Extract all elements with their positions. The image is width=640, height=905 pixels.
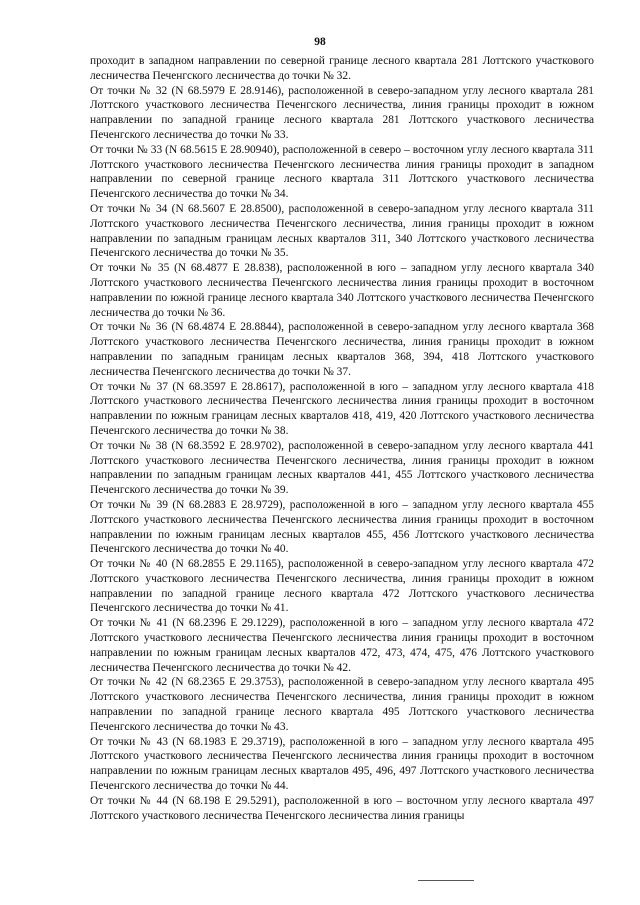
paragraph: От точки № 42 (N 68.2365 E 29.3753), расположенной в северо-западном углу лесного квартала 495 Лоттского участкового лесничества Печенгского лесничества, линия границы проходит в южном направлении по западной границе лесного квартала 495 Лоттского участкового лесничества Печенгского лесничества до точки № 43. [90,676,594,733]
paragraph: От точки № 44 (N 68.198 E 29.5291), расположенной в юго – восточном углу лесного квартала 497 Лоттского участкового лесничества Печенгского лесничества линия границы [90,794,594,822]
paragraph: От точки № 36 (N 68.4874 E 28.8844), расположенной в северо-западном углу лесного квартала 368 Лоттского участкового лесничества Печенгского лесничества, линия границы проходит в южном направлении по западным границам лесных кварталов 368, 394, 418 Лоттского участкового лесничества Печенгского лесничества до точки № 37. [90,321,594,378]
footer-divider [418,880,474,881]
document-body [90,54,594,823]
paragraph: От точки № 40 (N 68.2855 E 29.1165), расположенной в северо-западном углу лесного квартала 472 Лоттского участкового лесничества Печенгского лесничества, линия границы проходит в южном направлении по западной границе лесного квартала 472 Лоттского участкового лесничества Печенгского лесничества до точки № 41. [90,558,594,615]
paragraph: От точки № 32 (N 68.5979 E 28.9146), расположенной в северо-западном углу лесного квартала 281 Лоттского участкового лесничества Печенгского лесничества, линия границы проходит в южном направлении по западной границе лесного квартала 281 Лоттского участкового лесничества Печенгского лесничества до точки № 33. [90,84,594,141]
paragraph: От точки № 34 (N 68.5607 E 28.8500), расположенной в северо-западном углу лесного квартала 311 Лоттского участкового лесничества Печенгского лесничества, линия границы проходит в южном направлении по западным границам лесных кварталов 311, 340 Лоттского участкового лесничества Печенгского лесничества до точки № 35. [90,202,594,260]
page-number: 98 [314,36,326,48]
paragraph: проходит в западном направлении по северной границе лесного квартала 281 Лоттского участкового лесничества Печенгского лесничества до точки № 32. [90,55,594,82]
paragraph: От точки № 41 (N 68.2396 E 29.1229), расположенной в юго – западном углу лесного квартала 472 Лоттского участкового лесничества Печенгского лесничества линия границы проходит в восточном направлении по южным границам лесных кварталов 472, 473, 474, 475, 476 Лоттского участкового лесничества Печенгского лесничества до точки № 42. [90,617,594,674]
paragraph: От точки № 37 (N 68.3597 E 28.8617), расположенной в юго – западном углу лесного квартала 418 Лоттского участкового лесничества Печенгского лесничества линия границы проходит в восточном направлении по южным границам лесных кварталов 418, 419, 420 Лоттского участкового лесничества Печенгского лесничества до точки № 38. [90,380,594,437]
paragraph: От точки № 33 (N 68.5615 E 28.90940), расположенной в северо – восточном углу лесного квартала 311 Лоттского участкового лесничества Печенгского лесничества линия границы проходит в западном направлении по северной границе лесного квартала 311 Лоттского участкового лесничества Печенгского лесничества до точки № 34. [90,143,594,201]
paragraph: От точки № 39 (N 68.2883 E 28.9729), расположенной в юго – западном углу лесного квартала 455 Лоттского участкового лесничества Печенгского лесничества линия границы проходит в восточном направлении по южным границам лесных кварталов 455, 456 Лоттского участкового лесничества Печенгского лесничества до точки № 40. [90,498,594,556]
paragraph: От точки № 35 (N 68.4877 E 28.838), расположенной в юго – западном углу лесного квартала 340 Лоттского участкового лесничества Печенгского лесничества линия границы проходит в восточном направлении по южной границе лесного квартала 340 Лоттского участкового лесничества Печенгского лесничества до точки № 36. [90,262,594,319]
paragraph: От точки № 43 (N 68.1983 E 29.3719), расположенной в юго – западном углу лесного квартала 495 Лоттского участкового лесничества Печенгского лесничества линия границы проходит в восточном направлении по южным границам лесных кварталов 495, 496, 497 Лоттского участкового лесничества Печенгского лесничества до точки № 44. [90,735,594,793]
paragraph: От точки № 38 (N 68.3592 E 28.9702), расположенной в северо-западном углу лесного квартала 441 Лоттского участкового лесничества Печенгского лесничества, линия границы проходит в южном направлении по западным границам лесных кварталов 441, 455 Лоттского участкового лесничества Печенгского лесничества до точки № 39. [90,439,594,497]
